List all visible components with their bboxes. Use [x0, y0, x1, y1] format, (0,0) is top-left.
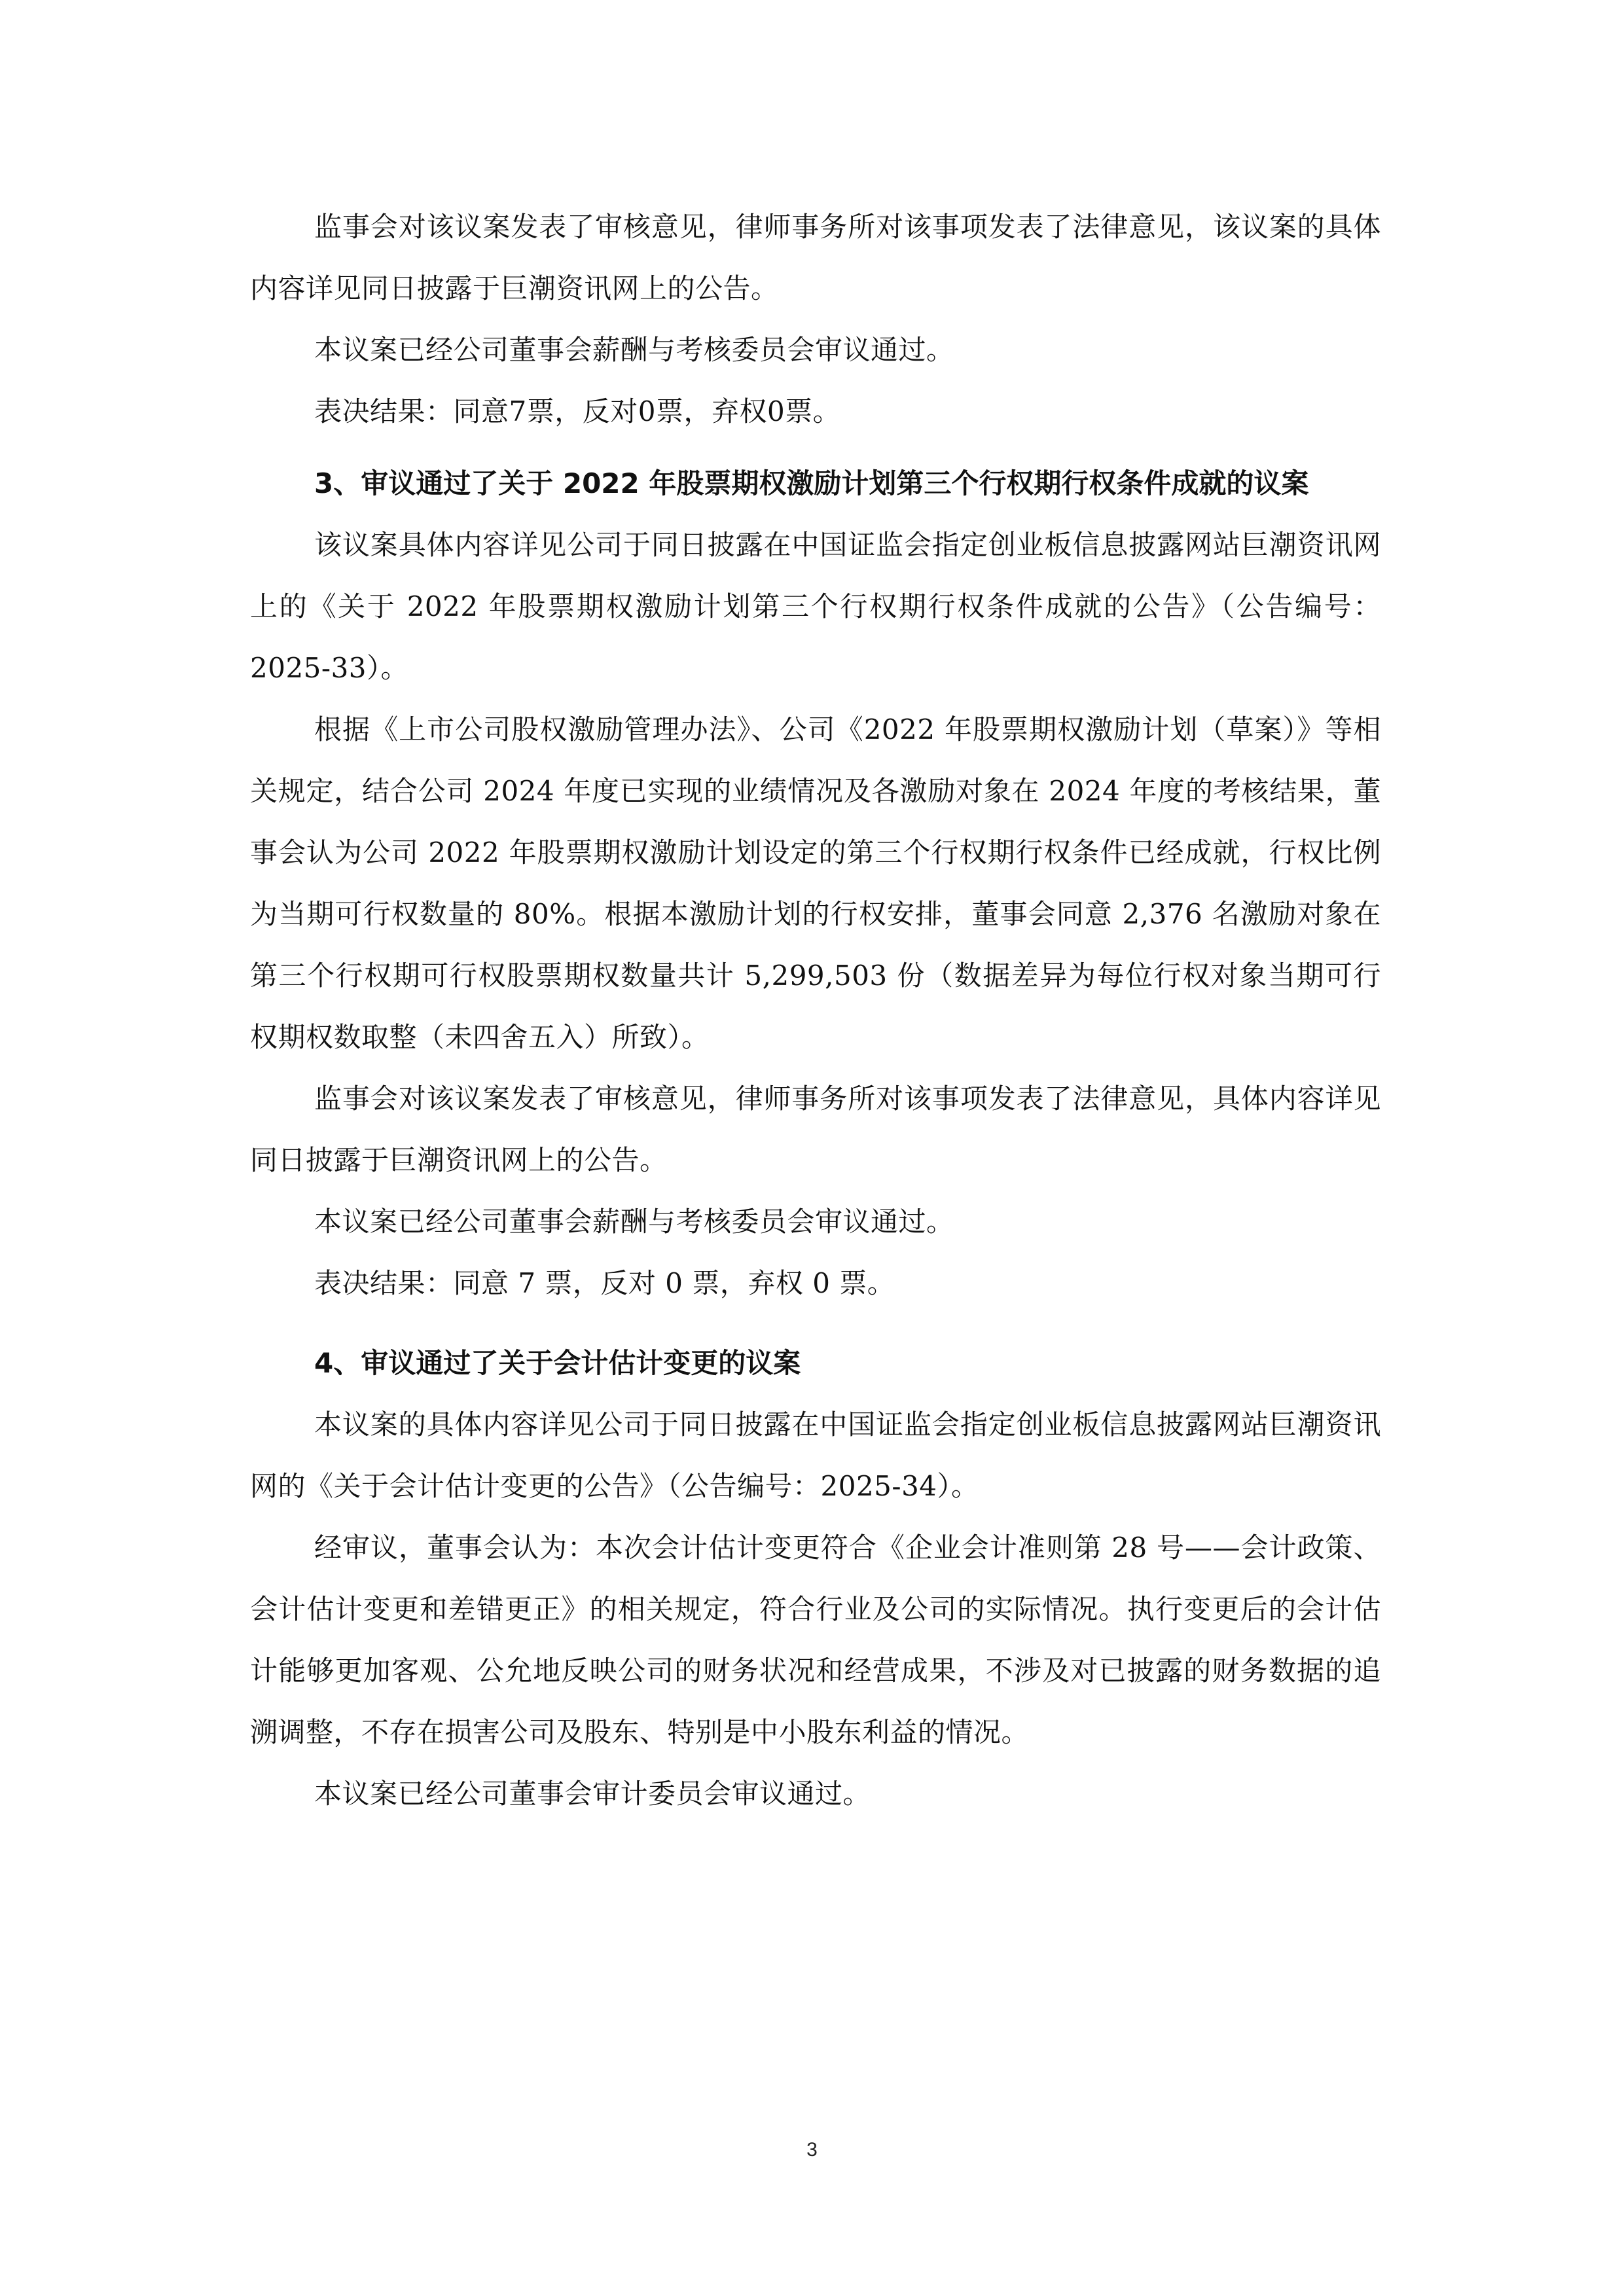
- section-heading-3: 3、审议通过了关于 2022 年股票期权激励计划第三个行权期行权条件成就的议案: [314, 467, 1309, 499]
- paragraph: 监事会对该议案发表了审核意见，律师事务所对该事项发表了法律意见，该议案的具体内容详见同日披露于巨潮资讯网上的公告。: [250, 211, 1381, 304]
- paragraph: 本议案已经公司董事会薪酬与考核委员会审议通过。: [314, 1206, 954, 1238]
- spacer: [250, 1314, 1381, 1333]
- paragraph: 该议案具体内容详见公司于同日披露在中国证监会指定创业板信息披露网站巨潮资讯网上的《关于 2022 年股票期权激励计划第三个行权期行权条件成就的公告》（公告编号：2025-33）。: [250, 529, 1381, 684]
- document-page: [250, 196, 1381, 1825]
- paragraph: 经审议，董事会认为：本次会计估计变更符合《企业会计准则第 28 号——会计政策、会计估计变更和差错更正》的相关规定，符合行业及公司的实际情况。执行变更后的会计估计能够更加客观、公允地反映公司的财务状况和经营成果，不涉及对已披露的财务数据的追溯调整，不存在损害公司及股东、特别是中小股东利益的情况。: [250, 1532, 1381, 1748]
- paragraph: 本议案的具体内容详见公司于同日披露在中国证监会指定创业板信息披露网站巨潮资讯网的《关于会计估计变更的公告》（公告编号：2025-34）。: [250, 1408, 1381, 1502]
- paragraph: 根据《上市公司股权激励管理办法》、公司《2022 年股票期权激励计划（草案）》等相关规定，结合公司 2024 年度已实现的业绩情况及各激励对象在 2024 年度的考核结果，董事会认为公司 2022 年股票期权激励计划设定的第三个行权期行权条件已经成就，行权比例为当期可行权数量的 80%。根据本激励计划的行权安排，董事会同意 2,376 名激励对象在第三个行权期可行权股票期权数量共计 5,299,503 份（数据差异为每位行权对象当期可行权期权数取整（未四舍五入）所致）。: [250, 713, 1381, 1053]
- paragraph: 表决结果：同意 7 票，反对 0 票，弃权 0 票。: [314, 1267, 895, 1299]
- page-number: 3: [806, 2139, 818, 2161]
- paragraph: 表决结果：同意7票，反对0票，弃权0票。: [314, 395, 841, 427]
- section-heading-4: 4、审议通过了关于会计估计变更的议案: [314, 1347, 801, 1379]
- paragraph: 本议案已经公司董事会薪酬与考核委员会审议通过。: [314, 334, 954, 366]
- paragraph: 监事会对该议案发表了审核意见，律师事务所对该事项发表了法律意见，具体内容详见同日披露于巨潮资讯网上的公告。: [250, 1083, 1381, 1176]
- paragraph: 本议案已经公司董事会审计委员会审议通过。: [314, 1778, 871, 1810]
- spacer: [250, 442, 1381, 453]
